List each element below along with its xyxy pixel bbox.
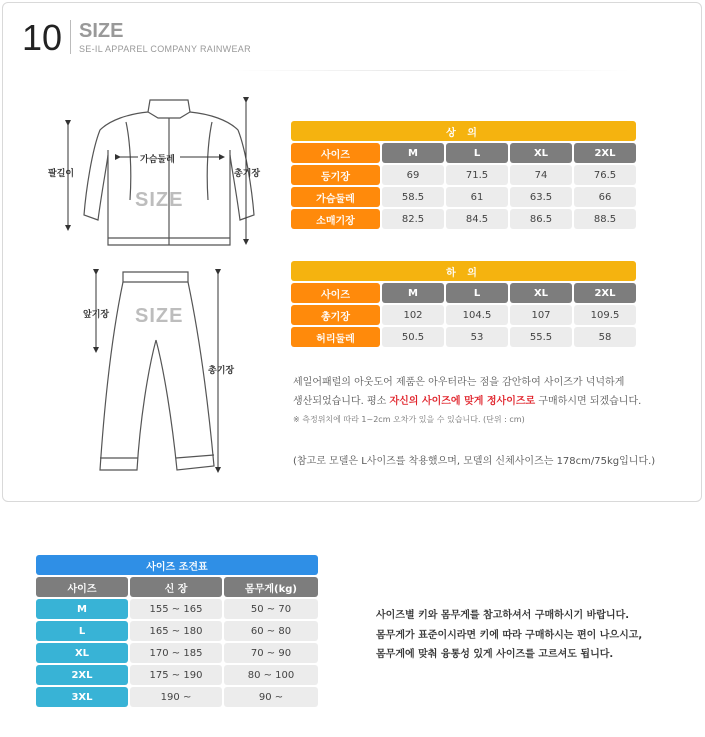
description-line-1: 세일어패럴의 아웃도어 제품은 아우터라는 점을 감안하여 사이즈가 넉넉하게 [293, 377, 625, 388]
size-chart-table [34, 553, 320, 709]
cell: 53 [446, 327, 508, 347]
bottom-header-label: 사이즈 [291, 283, 380, 303]
col-header-weight: 몸무게(kg) [224, 577, 318, 597]
section-subtitle: SE-IL APPAREL COMPANY RAINWEAR [79, 44, 251, 54]
cell: 69 [382, 165, 444, 185]
height-cell: 175 ~ 190 [130, 665, 222, 685]
cell: 82.5 [382, 209, 444, 229]
size-cell: 2XL [36, 665, 128, 685]
table-row [36, 643, 318, 663]
top-table-caption: 상 의 [291, 121, 636, 141]
top-size-2xl: 2XL [574, 143, 636, 163]
cell: 66 [574, 187, 636, 207]
size-cell: 3XL [36, 687, 128, 707]
bottom-size-xl: XL [510, 283, 572, 303]
model-info: (참고로 모델은 L사이즈를 착용했으며, 모델의 신체사이즈는 178cm/75kg입니다.) [293, 456, 656, 467]
cell: 88.5 [574, 209, 636, 229]
top-header-label: 사이즈 [291, 143, 380, 163]
description-line-2 [293, 392, 641, 407]
table-row [36, 687, 318, 707]
weight-cell: 60 ~ 80 [224, 621, 318, 641]
cell: 58.5 [382, 187, 444, 207]
bottom-size-m: M [382, 283, 444, 303]
weight-cell: 70 ~ 90 [224, 643, 318, 663]
table-row [291, 327, 636, 347]
cell: 58 [574, 327, 636, 347]
cell: 74 [510, 165, 572, 185]
chest-label: 가슴둘레 [140, 155, 175, 165]
table-row [291, 165, 636, 185]
table-row [36, 599, 318, 619]
description-text: 구매하시면 되겠습니다. [535, 396, 642, 407]
pants-measure-lines [96, 272, 218, 470]
guide-line-3: 몸무게에 맞춰 융통성 있게 사이즈를 고르셔도 됩니다. [376, 649, 614, 660]
top-size-l: L [446, 143, 508, 163]
height-cell: 155 ~ 165 [130, 599, 222, 619]
jacket-length-label: 총기장 [234, 169, 261, 179]
col-header-size: 사이즈 [36, 577, 128, 597]
cell: 61 [446, 187, 508, 207]
bottom-size-2xl: 2XL [574, 283, 636, 303]
size-chart-caption: 사이즈 조견표 [36, 555, 318, 575]
cell: 102 [382, 305, 444, 325]
pants-length-label: 총기장 [208, 366, 235, 376]
row-label: 등기장 [291, 165, 380, 185]
height-cell: 190 ~ [130, 687, 222, 707]
pants-outline [100, 272, 214, 470]
jacket-measure-lines [68, 100, 246, 242]
weight-cell: 80 ~ 100 [224, 665, 318, 685]
table-row [291, 305, 636, 325]
pants-size-watermark: SIZE [135, 305, 184, 327]
cell: 63.5 [510, 187, 572, 207]
cell: 71.5 [446, 165, 508, 185]
cell: 104.5 [446, 305, 508, 325]
cell: 109.5 [574, 305, 636, 325]
sleeve-length-label: 팔길이 [48, 169, 75, 179]
section-title: SIZE [79, 20, 124, 42]
cell: 50.5 [382, 327, 444, 347]
size-cell: L [36, 621, 128, 641]
bottom-size-table [289, 259, 638, 349]
front-rise-label: 앞기장 [83, 310, 110, 320]
row-label: 총기장 [291, 305, 380, 325]
top-size-xl: XL [510, 143, 572, 163]
bottom-size-l: L [446, 283, 508, 303]
description-text: 생산되었습니다. 평소 [293, 396, 390, 407]
cell: 107 [510, 305, 572, 325]
cell: 55.5 [510, 327, 572, 347]
table-row [36, 665, 318, 685]
jacket-outline [84, 100, 254, 245]
col-header-height: 신 장 [130, 577, 222, 597]
weight-cell: 50 ~ 70 [224, 599, 318, 619]
height-cell: 165 ~ 180 [130, 621, 222, 641]
guide-line-2: 몸무게가 표준이시라면 키에 따라 구매하시는 편이 나으시고, [376, 630, 643, 641]
cell: 86.5 [510, 209, 572, 229]
top-size-m: M [382, 143, 444, 163]
row-label: 허리둘레 [291, 327, 380, 347]
height-cell: 170 ~ 185 [130, 643, 222, 663]
table-row [291, 187, 636, 207]
top-size-table [289, 119, 638, 231]
cell: 76.5 [574, 165, 636, 185]
size-cell: M [36, 599, 128, 619]
size-cell: XL [36, 643, 128, 663]
section-number: 10 [22, 17, 63, 58]
bottom-table-caption: 하 의 [291, 261, 636, 281]
description-highlight: 자신의 사이즈에 맞게 정사이즈로 [389, 396, 536, 407]
table-row [291, 209, 636, 229]
cell: 84.5 [446, 209, 508, 229]
jacket-size-watermark: SIZE [135, 189, 184, 211]
row-label: 소매기장 [291, 209, 380, 229]
weight-cell: 90 ~ [224, 687, 318, 707]
guide-line-1: 사이즈별 키와 몸무게를 참고하셔서 구매하시기 바랍니다. [376, 610, 630, 621]
measurement-note: ※ 측정위치에 따라 1~2cm 오차가 있을 수 있습니다. (단위 : cm) [293, 415, 525, 424]
row-label: 가슴둘레 [291, 187, 380, 207]
table-row [36, 621, 318, 641]
